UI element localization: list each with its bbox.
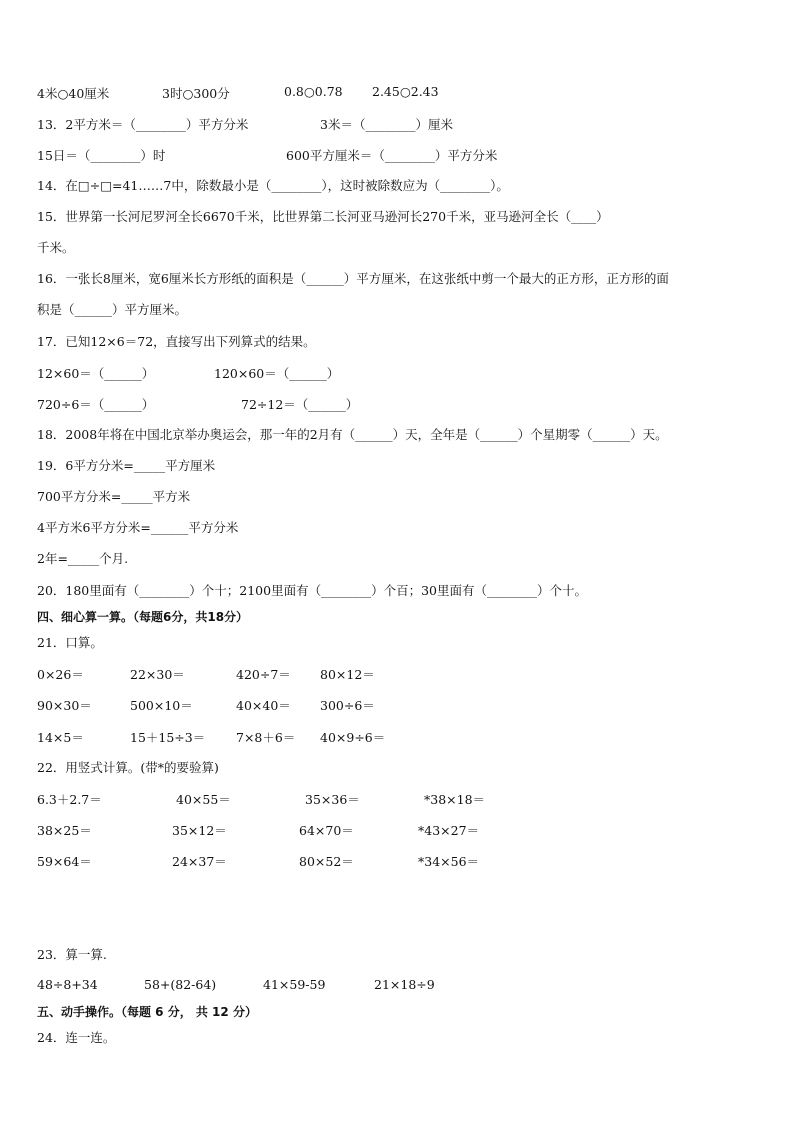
q12-item-3: 0.8○0.78 (284, 84, 343, 99)
q21-item: 14×5＝ (37, 730, 84, 745)
q21-item: 420÷7＝ (236, 667, 291, 682)
q12-item-4: 2.45○2.43 (372, 84, 439, 99)
question-15-line1: 15．世界第一长河尼罗河全长6670千米，比世界第二长河亚马逊河长270千米，亚马逊河全长（____） (37, 209, 609, 224)
q21-item: 90×30＝ (37, 698, 92, 713)
question-19-line4: 2年=_____个月. (37, 551, 129, 566)
q22-item: *34×56＝ (418, 854, 480, 869)
q21-item: 40×9÷6＝ (320, 730, 386, 745)
q17-item: 12×60＝（______） (37, 366, 155, 381)
question-19-line2: 700平方分米=_____平方米 (37, 489, 191, 504)
q17-item: 72÷12＝（______） (241, 397, 359, 412)
question-16-line2: 积是（______）平方厘米。 (37, 302, 188, 317)
q13-line1-right: 3米＝（________）厘米 (320, 117, 453, 132)
q23-item: 48÷8+34 (37, 977, 98, 992)
q23-item: 41×59-59 (263, 977, 326, 992)
q17-item: 720÷6＝（______） (37, 397, 155, 412)
q13-line2-left: 15日＝（________）时 (37, 148, 166, 163)
question-17-prompt: 17．已知12×6＝72，直接写出下列算式的结果。 (37, 334, 316, 349)
question-20: 20．180里面有（________）个十；2100里面有（________）个百；30里面有（________）个十。 (37, 583, 587, 598)
q21-item: 500×10＝ (130, 698, 193, 713)
q13-line1-left: 13．2平方米＝（________）平方分米 (37, 117, 249, 132)
question-23-prompt: 23．算一算. (37, 947, 107, 962)
q17-item: 120×60＝（______） (214, 366, 340, 381)
question-21-prompt: 21．口算。 (37, 635, 103, 650)
q13-line2-right: 600平方厘米＝（________）平方分米 (286, 148, 498, 163)
q22-item: 64×70＝ (299, 823, 354, 838)
question-24-prompt: 24．连一连。 (37, 1030, 116, 1045)
question-15-line2: 千米。 (37, 240, 75, 255)
q23-item: 58+(82-64) (144, 977, 217, 992)
q22-item: *38×18＝ (424, 792, 486, 807)
q22-item: 35×36＝ (305, 792, 360, 807)
section-4-heading: 四、细心算一算。（每题6分，共18分） (37, 610, 249, 624)
q12-item-1: 4米○40厘米 (37, 86, 110, 101)
q22-item: 6.3＋2.7＝ (37, 792, 102, 807)
question-19-line3: 4平方米6平方分米=______平方分米 (37, 520, 239, 535)
question-19-line1: 19．6平方分米=_____平方厘米 (37, 458, 216, 473)
section-5-heading: 五、动手操作。（每题 6 分， 共 12 分） (37, 1005, 257, 1019)
q22-item: *43×27＝ (418, 823, 480, 838)
q21-item: 40×40＝ (236, 698, 291, 713)
q21-item: 7×8＋6＝ (236, 730, 296, 745)
question-14: 14．在□÷□=41……7中，除数最小是（________），这时被除数应为（________）。 (37, 178, 509, 193)
q21-item: 80×12＝ (320, 667, 375, 682)
question-18: 18．2008年将在中国北京举办奥运会，那一年的2月有（______）天，全年是（______）个星期零（______）天。 (37, 427, 668, 442)
q22-item: 35×12＝ (172, 823, 227, 838)
question-22-prompt: 22．用竖式计算。(带*的要验算) (37, 760, 219, 775)
q21-item: 0×26＝ (37, 667, 84, 682)
q21-item: 15＋15÷3＝ (130, 730, 206, 745)
q23-item: 21×18÷9 (374, 977, 435, 992)
q22-item: 59×64＝ (37, 854, 92, 869)
question-16-line1: 16．一张长8厘米，宽6厘米长方形纸的面积是（______）平方厘米，在这张纸中剪一个最大的正方形，正方形的面 (37, 271, 669, 286)
q12-item-2: 3时○300分 (162, 86, 230, 101)
q22-item: 38×25＝ (37, 823, 92, 838)
q21-item: 300÷6＝ (320, 698, 375, 713)
q21-item: 22×30＝ (130, 667, 185, 682)
q22-item: 24×37＝ (172, 854, 227, 869)
q22-item: 80×52＝ (299, 854, 354, 869)
q22-item: 40×55＝ (176, 792, 231, 807)
